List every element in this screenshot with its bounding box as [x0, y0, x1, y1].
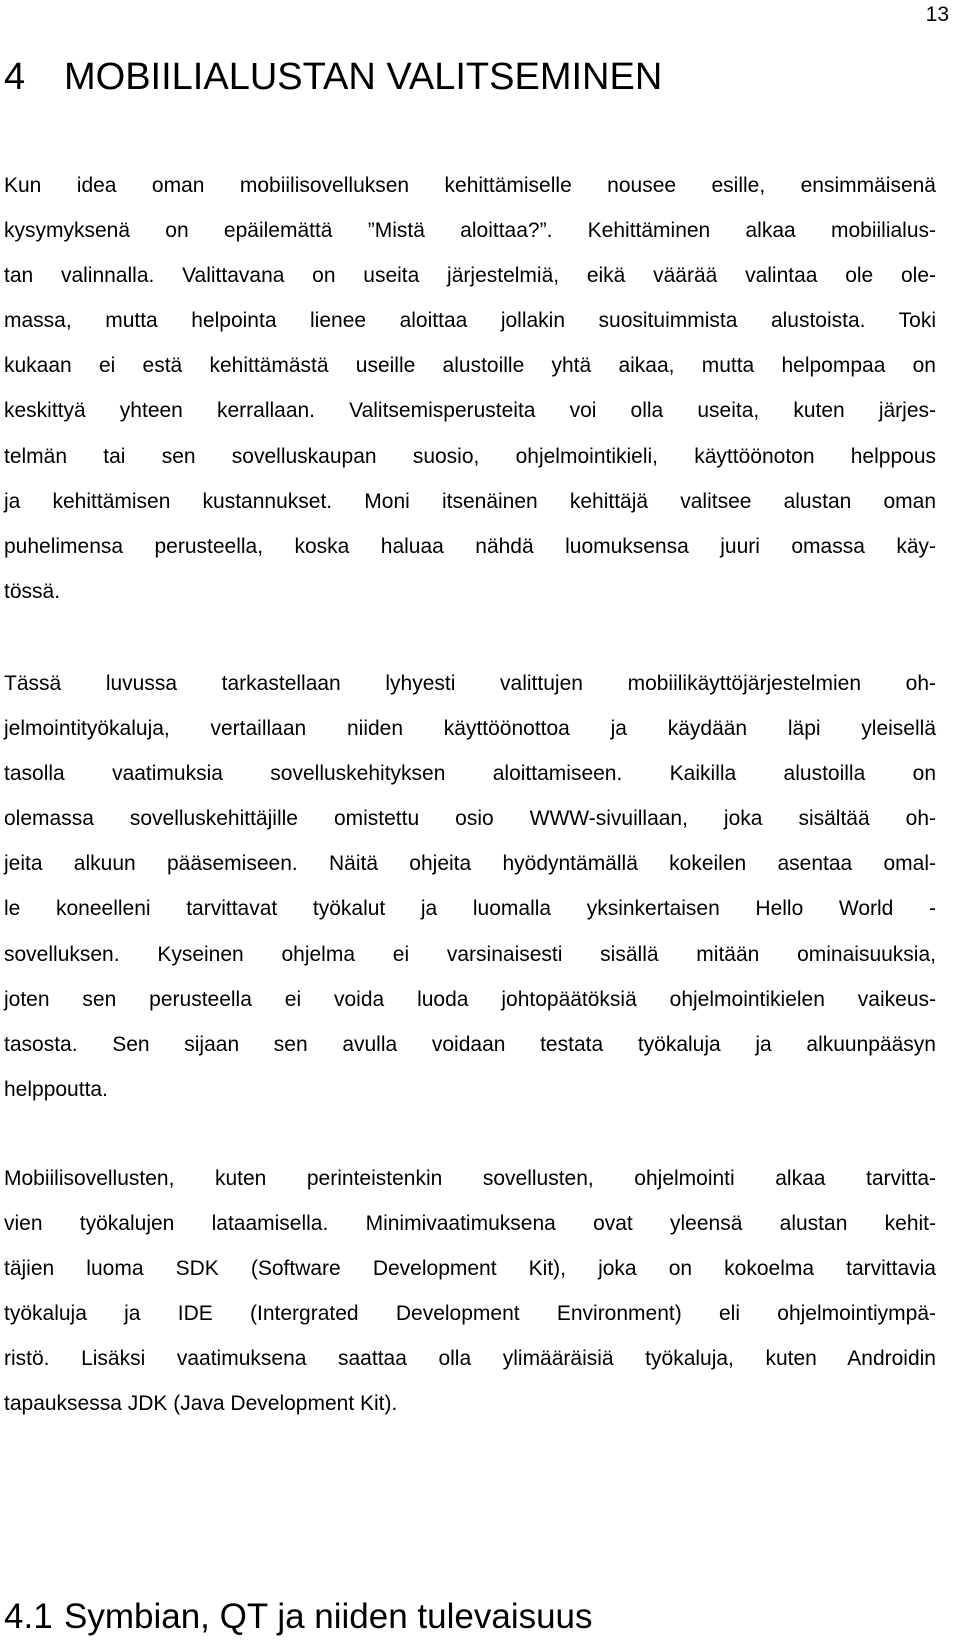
paragraph-3 — [4, 1156, 936, 1427]
paragraph-line: sovelluksen. Kyseinen ohjelma ei varsinaisesti sisällä mitään ominaisuuksia, — [4, 942, 936, 966]
chapter-title: MOBIILIALUSTAN VALITSEMINEN — [64, 56, 663, 98]
paragraph-line: Mobiilisovellusten, kuten perinteistenkin sovellusten, ohjelmointi alkaa tarvitta- — [4, 1167, 936, 1190]
paragraph-line: tasolla vaatimuksia sovelluskehityksen aloittamiseen. Kaikilla alustoilla on — [4, 762, 936, 786]
paragraph-line: Kun idea oman mobiilisovelluksen kehittämiselle nousee esille, ensimmäisenä — [4, 174, 936, 197]
section-title: Symbian, QT ja niiden tulevaisuus — [64, 1597, 593, 1636]
page-number: 13 — [925, 3, 949, 26]
paragraph-line: tan valinnalla. Valittavana on useita järjestelmiä, eikä väärää valintaa ole ole- — [4, 264, 936, 288]
paragraph-line: joten sen perusteella ei voida luoda johtopäätöksiä ohjelmointikielen vaikeus- — [4, 987, 936, 1011]
paragraph-line: kukaan ei estä kehittämästä useille alustoille yhtä aikaa, mutta helpompaa on — [4, 354, 936, 378]
paragraph-line: le koneelleni tarvittavat työkalut ja luomalla yksinkertaisen Hello World - — [4, 897, 936, 921]
paragraph-line: puhelimensa perusteella, koska haluaa nähdä luomuksensa juuri omassa käy- — [4, 534, 936, 558]
paragraph-line: massa, mutta helpointa lienee aloittaa jollakin suosituimmista alustoista. Toki — [4, 309, 936, 333]
chapter-heading — [4, 55, 662, 101]
chapter-number: 4 — [4, 56, 26, 98]
paragraph-line: olemassa sovelluskehittäjille omistettu osio WWW-sivuillaan, joka sisältää oh- — [4, 807, 936, 831]
paragraph-1 — [4, 163, 936, 614]
paragraph-line: ja kehittämisen kustannukset. Moni itsenäinen kehittäjä valitsee alustan oman — [4, 489, 936, 513]
paragraph-line: jeita alkuun pääsemiseen. Näitä ohjeita hyödyntämällä kokeilen asentaa omal- — [4, 852, 936, 876]
paragraph-line: kysymyksenä on epäilemättä ”Mistä aloittaa?”. Kehittäminen alkaa mobiilialus- — [4, 219, 936, 243]
paragraph-line: telmän tai sen sovelluskaupan suosio, ohjelmointikieli, käyttöönoton helppous — [4, 444, 936, 468]
paragraph-2 — [4, 661, 936, 1112]
paragraph-line: jelmointityökaluja, vertaillaan niiden käyttöönottoa ja käydään läpi yleisellä — [4, 717, 936, 741]
paragraph-line: keskittyä yhteen kerrallaan. Valitsemisperusteita voi olla useita, kuten järjes- — [4, 399, 936, 423]
paragraph-line: tapauksessa JDK (Java Development Kit). — [4, 1392, 398, 1416]
paragraph-line: tössä. — [4, 579, 61, 603]
paragraph-line: työkaluja ja IDE (Intergrated Development Environment) eli ohjelmointiympä- — [4, 1302, 936, 1326]
paragraph-line: tasosta. Sen sijaan sen avulla voidaan testata työkaluja ja alkuunpääsyn — [4, 1032, 936, 1056]
section-heading — [4, 1596, 593, 1638]
paragraph-line: Tässä luvussa tarkastellaan lyhyesti valittujen mobiilikäyttöjärjestelmien oh- — [4, 672, 936, 695]
paragraph-line: täjien luoma SDK (Software Development Kit), joka on kokoelma tarvittavia — [4, 1257, 936, 1281]
paragraph-line: vien työkalujen lataamisella. Minimivaatimuksena ovat yleensä alustan kehit- — [4, 1212, 936, 1236]
section-number: 4.1 — [4, 1597, 53, 1636]
paragraph-line: helppoutta. — [4, 1077, 108, 1101]
paragraph-line: ristö. Lisäksi vaatimuksena saattaa olla ylimääräisiä työkaluja, kuten Androidin — [4, 1347, 936, 1371]
